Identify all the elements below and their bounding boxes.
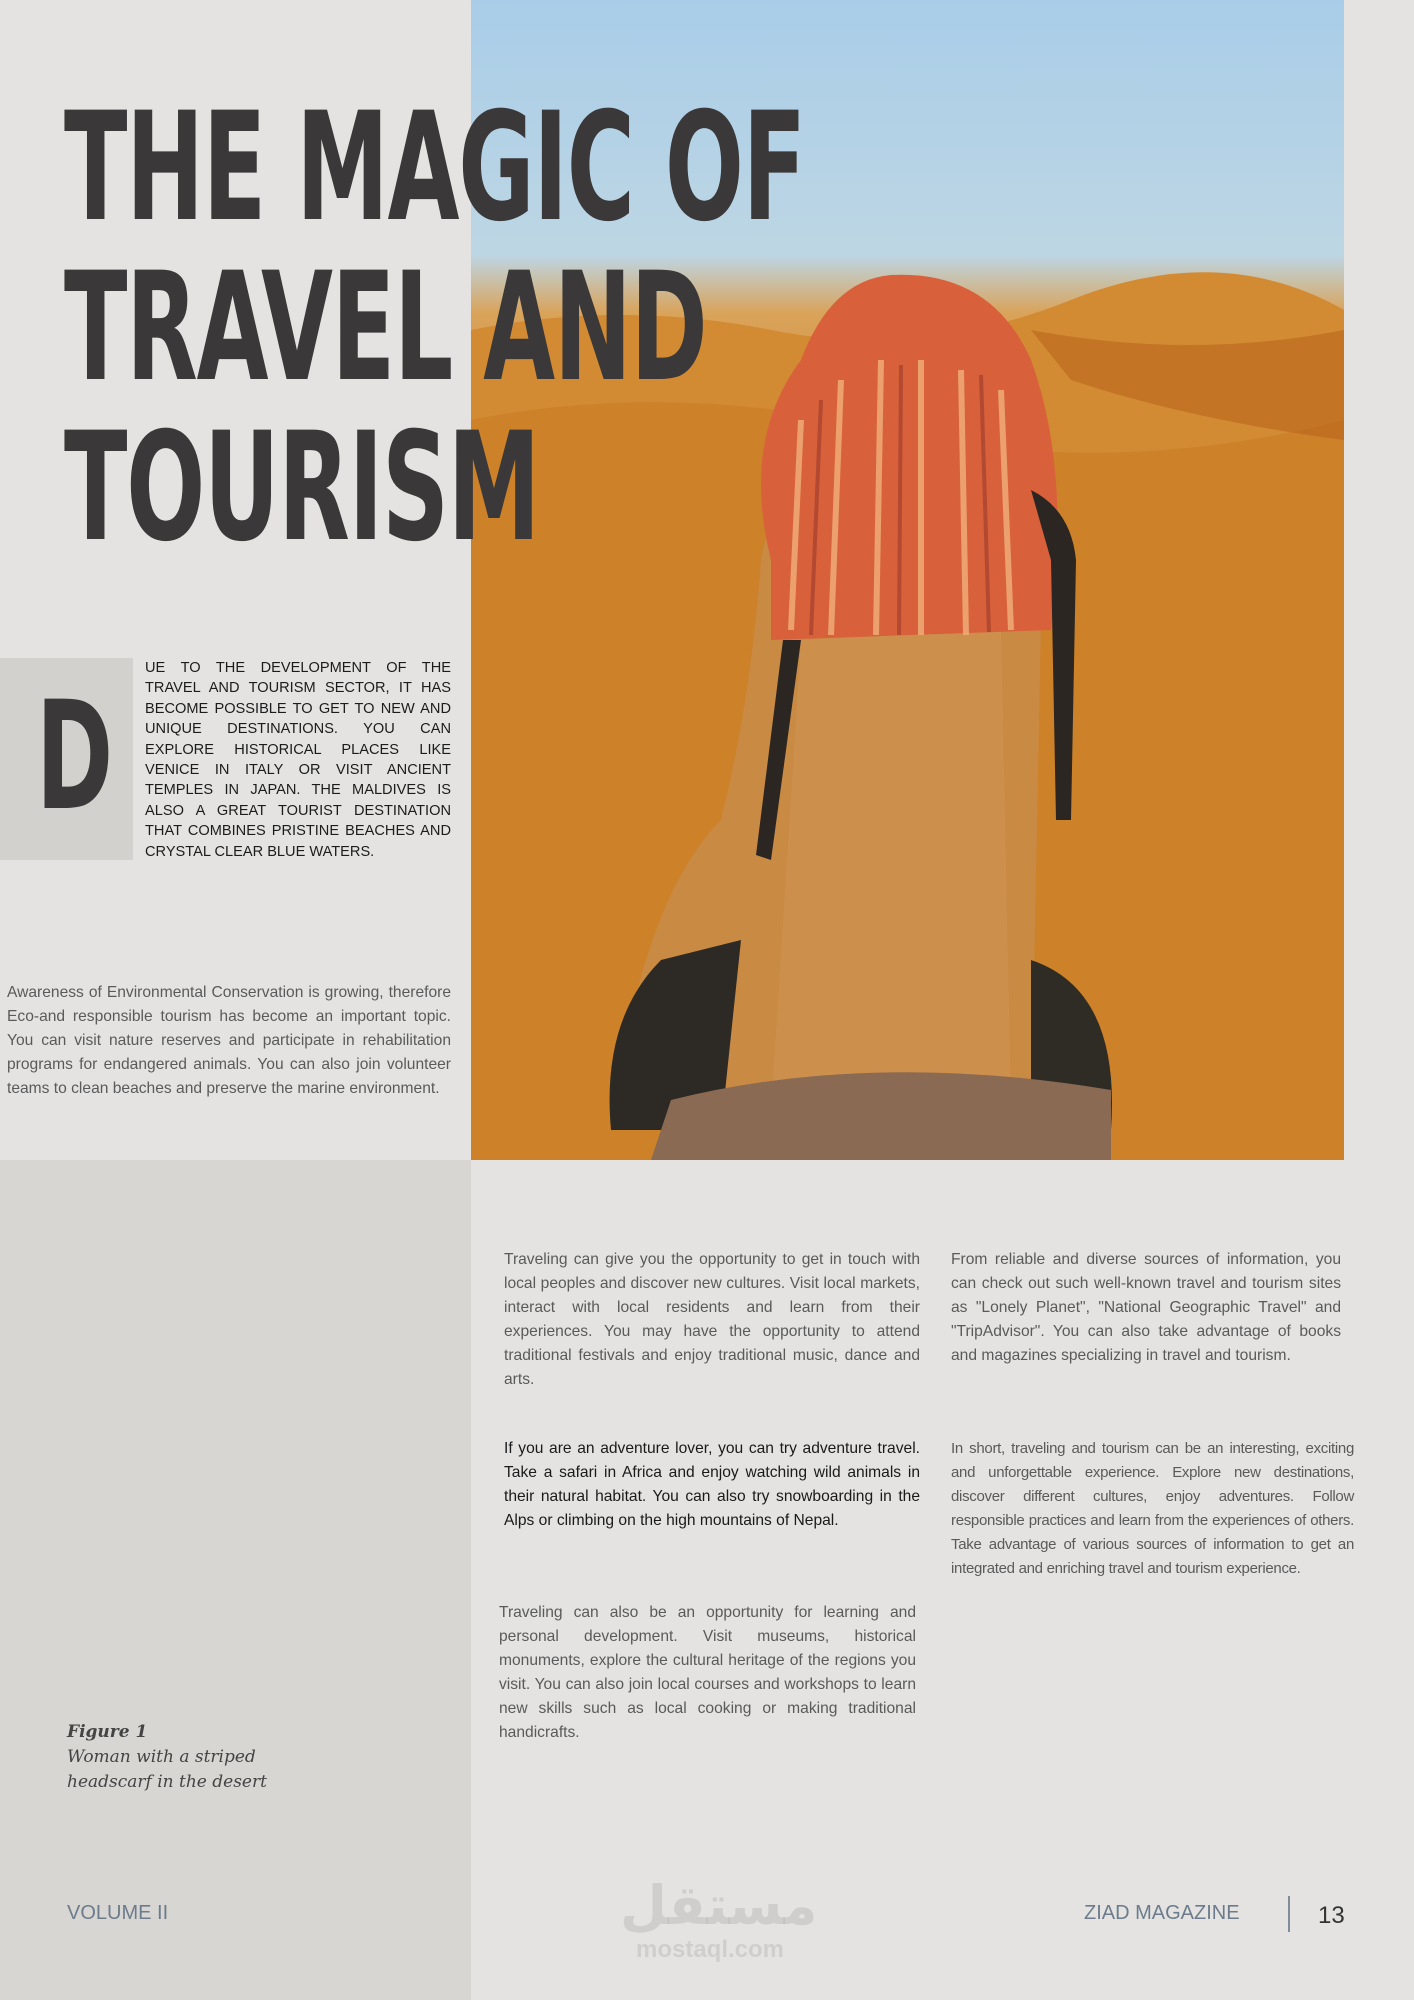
footer-volume: VOLUME II — [67, 1902, 169, 1924]
col1-paragraph-1: Traveling can give you the opportunity to get in touch with local peoples and discover new cultures. Visit local markets, interact with local residents and learn from their experiences. You may have the opportunity to attend traditional festivals and enjoy traditional music, dance and arts. — [504, 1251, 920, 1388]
watermark-arabic: مستقل — [620, 1874, 818, 1937]
figure-caption-line-2: headscarf in the desert — [67, 1772, 267, 1792]
watermark-latin: mostaql.com — [635, 1936, 785, 1963]
col2-paragraph-2: In short, traveling and tourism can be an interesting, exciting and unforgettable experience. Explore new destinations, discover different cultures, enjoy adventures. Follow responsible practices and learn from the experiences of others. Take advantage of various sources of information to get an integrated and enriching travel and tourism experience. — [951, 1440, 1354, 1577]
intro-paragraph: UE TO THE DEVELOPMENT OF THE TRAVEL AND TOURISM SECTOR, IT HAS BECOME POSSIBLE TO GET TO NEW AND UNIQUE DESTINATIONS. YOU CAN EXPLORE HISTORICAL PLACES LIKE VENICE IN ITALY OR VISIT ANCIENT TEMPLES IN JAPAN. THE MALDIVES IS ALSO A GREAT TOURIST DESTINATION THAT COMBINES PRISTINE BEACHES AND CRYSTAL CLEAR BLUE WATERS. — [145, 660, 451, 860]
watermark-logo — [620, 1874, 818, 1964]
col1-paragraph-2: If you are an adventure lover, you can try adventure travel. Take a safari in Africa and enjoy watching wild animals in their natural habitat. You can also try snowboarding in the Alps or climbing on the high mountains of Nepal. — [504, 1440, 920, 1529]
figure-caption-line-1: Woman with a striped — [67, 1747, 256, 1767]
col1-paragraph-3: Traveling can also be an opportunity for learning and personal development. Visit museums, historical monuments, explore the cultural heritage of the regions you visit. You can also join local courses and workshops to learn new skills such as local cooking or making traditional handicrafts. — [499, 1604, 916, 1741]
headline-line-3: TOURISM — [64, 401, 540, 575]
col2-paragraph-1: From reliable and diverse sources of information, you can check out such well-known travel and tourism sites as "Lonely Planet", "National Geographic Travel" and "TripAdvisor". You can also take advantage of books and magazines specializing in travel and tourism. — [951, 1251, 1341, 1364]
left-panel-bottom — [0, 1160, 471, 2000]
figure-title: Figure 1 — [67, 1722, 148, 1742]
headline-line-1: THE MAGIC OF — [64, 81, 805, 255]
page-number: 13 — [1318, 1902, 1345, 1929]
headline-line-2: TRAVEL AND — [64, 241, 707, 415]
headline — [64, 81, 805, 575]
dropcap-letter: D — [36, 670, 114, 844]
footer-divider — [1288, 1896, 1290, 1932]
footer-magazine-name: ZIAD MAGAZINE — [1084, 1902, 1240, 1924]
figure-caption — [67, 1720, 267, 1795]
awareness-paragraph: Awareness of Environmental Conservation is growing, therefore Eco-and responsible tourism has become an important topic. You can visit nature reserves and participate in rehabilitation programs for endangered animals. You can also join volunteer teams to clean beaches and preserve the marine environment. — [7, 984, 451, 1097]
